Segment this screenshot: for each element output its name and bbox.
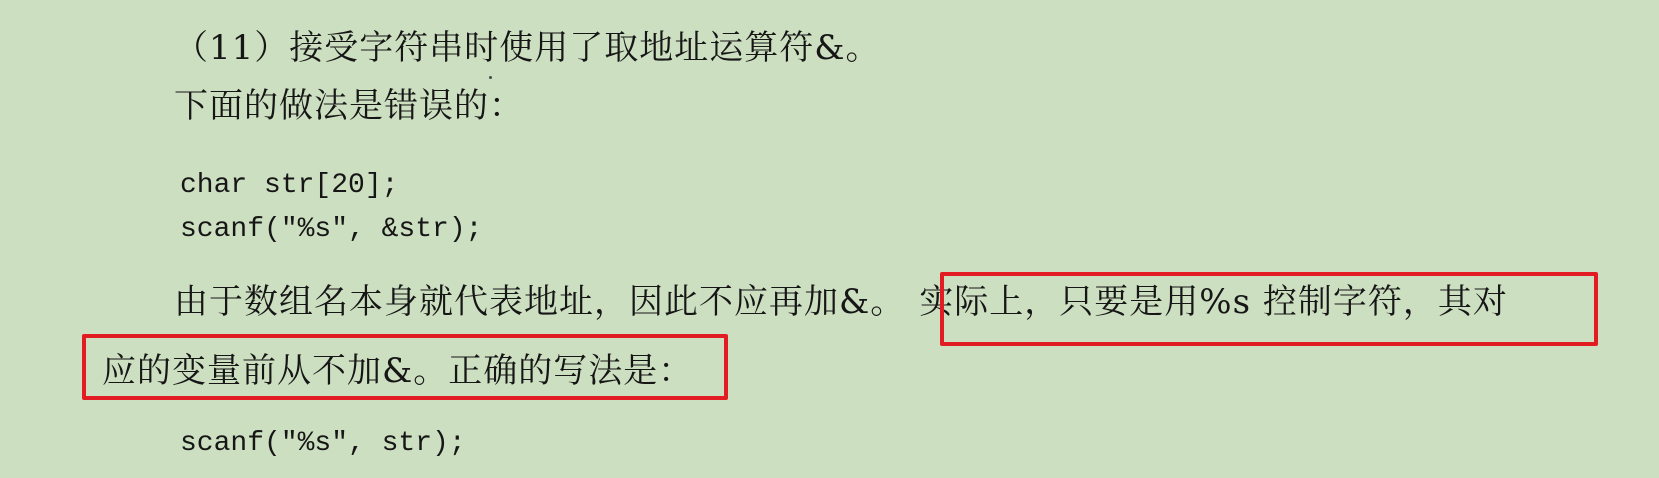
section-heading: （11）接受字符串时使用了取地址运算符&。 bbox=[174, 28, 881, 68]
explanation-highlighted-part-1: 实际上，只要是用%s 控制字符，其对 bbox=[919, 282, 1508, 322]
lead-in-text: 下面的做法是错误的： bbox=[174, 86, 524, 126]
wrong-code-line-2: scanf("%s", &str); bbox=[180, 214, 483, 245]
explanation-part-1: 由于数组名本身就代表地址，因此不应再加&。 bbox=[174, 282, 906, 322]
correct-code-line: scanf("%s", str); bbox=[180, 428, 466, 459]
explanation-line-1 bbox=[174, 282, 1508, 322]
scan-dot bbox=[489, 76, 492, 79]
wrong-code-line-1: char str[20]; bbox=[180, 170, 399, 201]
explanation-highlighted-part-2: 应的变量前从不加&。正确的写法是： bbox=[102, 351, 694, 391]
